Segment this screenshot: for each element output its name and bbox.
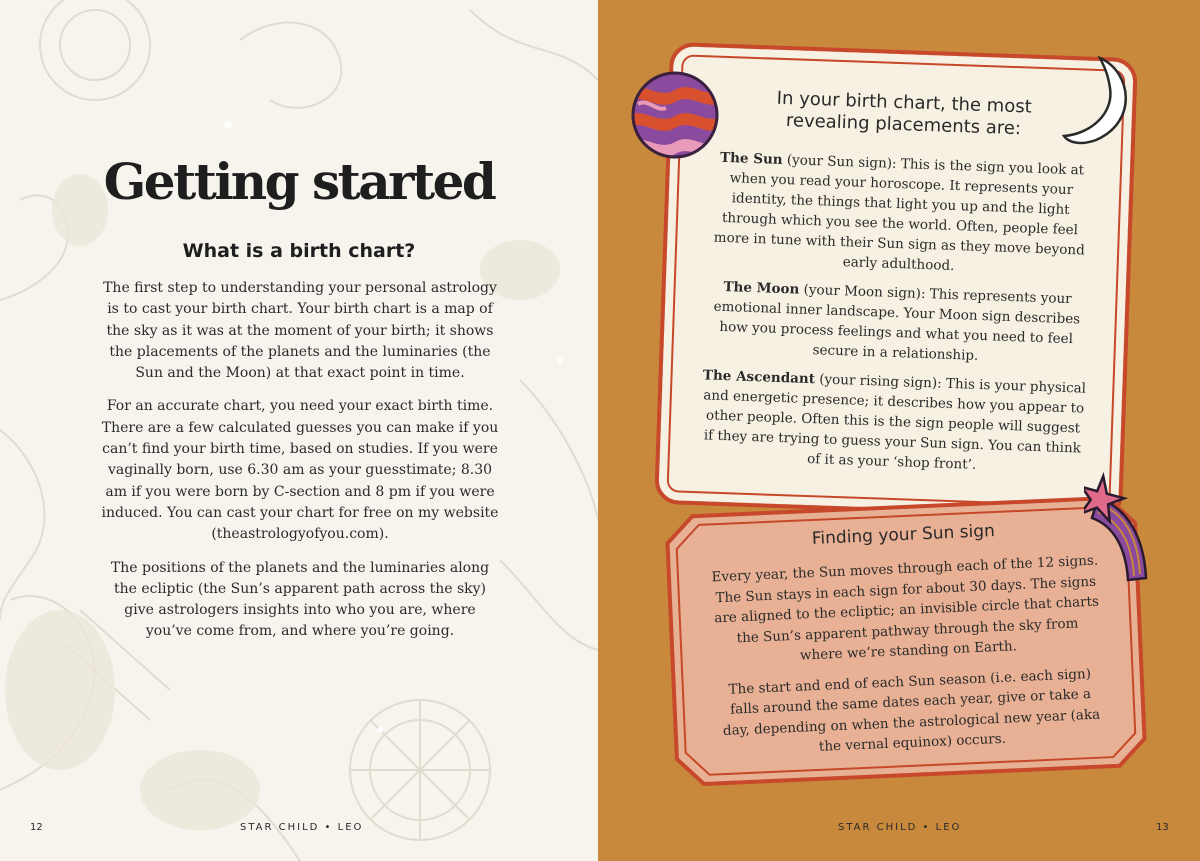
paragraph: Every year, the Sun moves through each of the 12 signs. The Sun stays in each sign for about 30 days. The signs are aligned to the ecliptic; an invisible circle that charts the Sun’s apparent pathway through the sky from where we’re standing on Earth.: [711, 552, 1100, 664]
placement-text: (your Sun sign): This is the sign you look at when you read your horoscope. It represents your identity, the things that light you up and the light through which you see the world. Often, people feel more in tune with their Sun sign as they move beyond early adulthood.: [713, 151, 1086, 275]
placements-body: [699, 147, 1094, 478]
sun-card-content: [709, 517, 1107, 772]
placements-heading: In your birth chart, the most revealing placements are:: [776, 87, 1033, 140]
planet-icon: [628, 68, 722, 162]
sun-sign-card: [662, 493, 1150, 790]
crescent-moon-icon: [1060, 52, 1140, 148]
page-title: Getting started: [103, 152, 495, 211]
sun-card-body: [711, 551, 1107, 762]
page-number: 13: [1156, 822, 1169, 833]
placement-item: [706, 147, 1094, 280]
paragraph: The first step to understanding your personal astrology is to cast your birth chart. Your birth chart is a map of the sky as it was at the moment of your birth; it shows the placements of the planets and the luminaries (the Sun and the Moon) at that exact point in time.: [103, 280, 497, 382]
running-head: STAR CHILD • LEO: [240, 822, 364, 833]
placement-term: The Sun: [719, 149, 783, 168]
placement-text: (your Moon sign): This represents your emotional inner landscape. Your Moon sign describes how you process feelings and what you need to feel secure in a relationship.: [713, 281, 1081, 364]
placement-term: The Ascendant: [702, 367, 816, 388]
body-text: [100, 278, 500, 655]
placement-item: [699, 365, 1086, 478]
page-number: 12: [30, 822, 43, 833]
right-page: [598, 0, 1200, 861]
placement-text: (your rising sign): This is your physical and energetic presence; it describes how you appear to other people. Often this is the sign people will suggest if they are trying to guess your Sun sign. You can think of it as your ‘shop front’.: [703, 371, 1087, 473]
running-head: STAR CHILD • LEO: [838, 822, 962, 833]
paragraph: The positions of the planets and the luminaries along the ecliptic (the Sun’s apparent path across the sky) give astrologers insights into who you are, where you’ve come from, and where you’re going.: [110, 559, 490, 640]
paragraph: For an accurate chart, you need your exact birth time. There are a few calculated guesses you can make if you can’t find your birth time, based on studies. If you were vaginally born, use 6.30 am as your guesstimate; 8.30 am if you were born by C-section and 8 pm if you were induced. You can cast your chart for free on my website (theastrologyofyou.com).: [101, 398, 499, 543]
shooting-star-icon: [1084, 468, 1184, 588]
placement-item: [703, 276, 1090, 369]
section-heading: What is a birth chart?: [182, 240, 416, 262]
sun-card-heading: Finding your Sun sign: [811, 521, 996, 549]
left-page: [0, 0, 598, 861]
paragraph: The start and end of each Sun season (i.e. each sign) falls around the same dates each year, give or take a day, depending on when the astrological new year (aka the vernal equinox) occurs.: [722, 665, 1101, 755]
placement-term: The Moon: [723, 278, 800, 298]
